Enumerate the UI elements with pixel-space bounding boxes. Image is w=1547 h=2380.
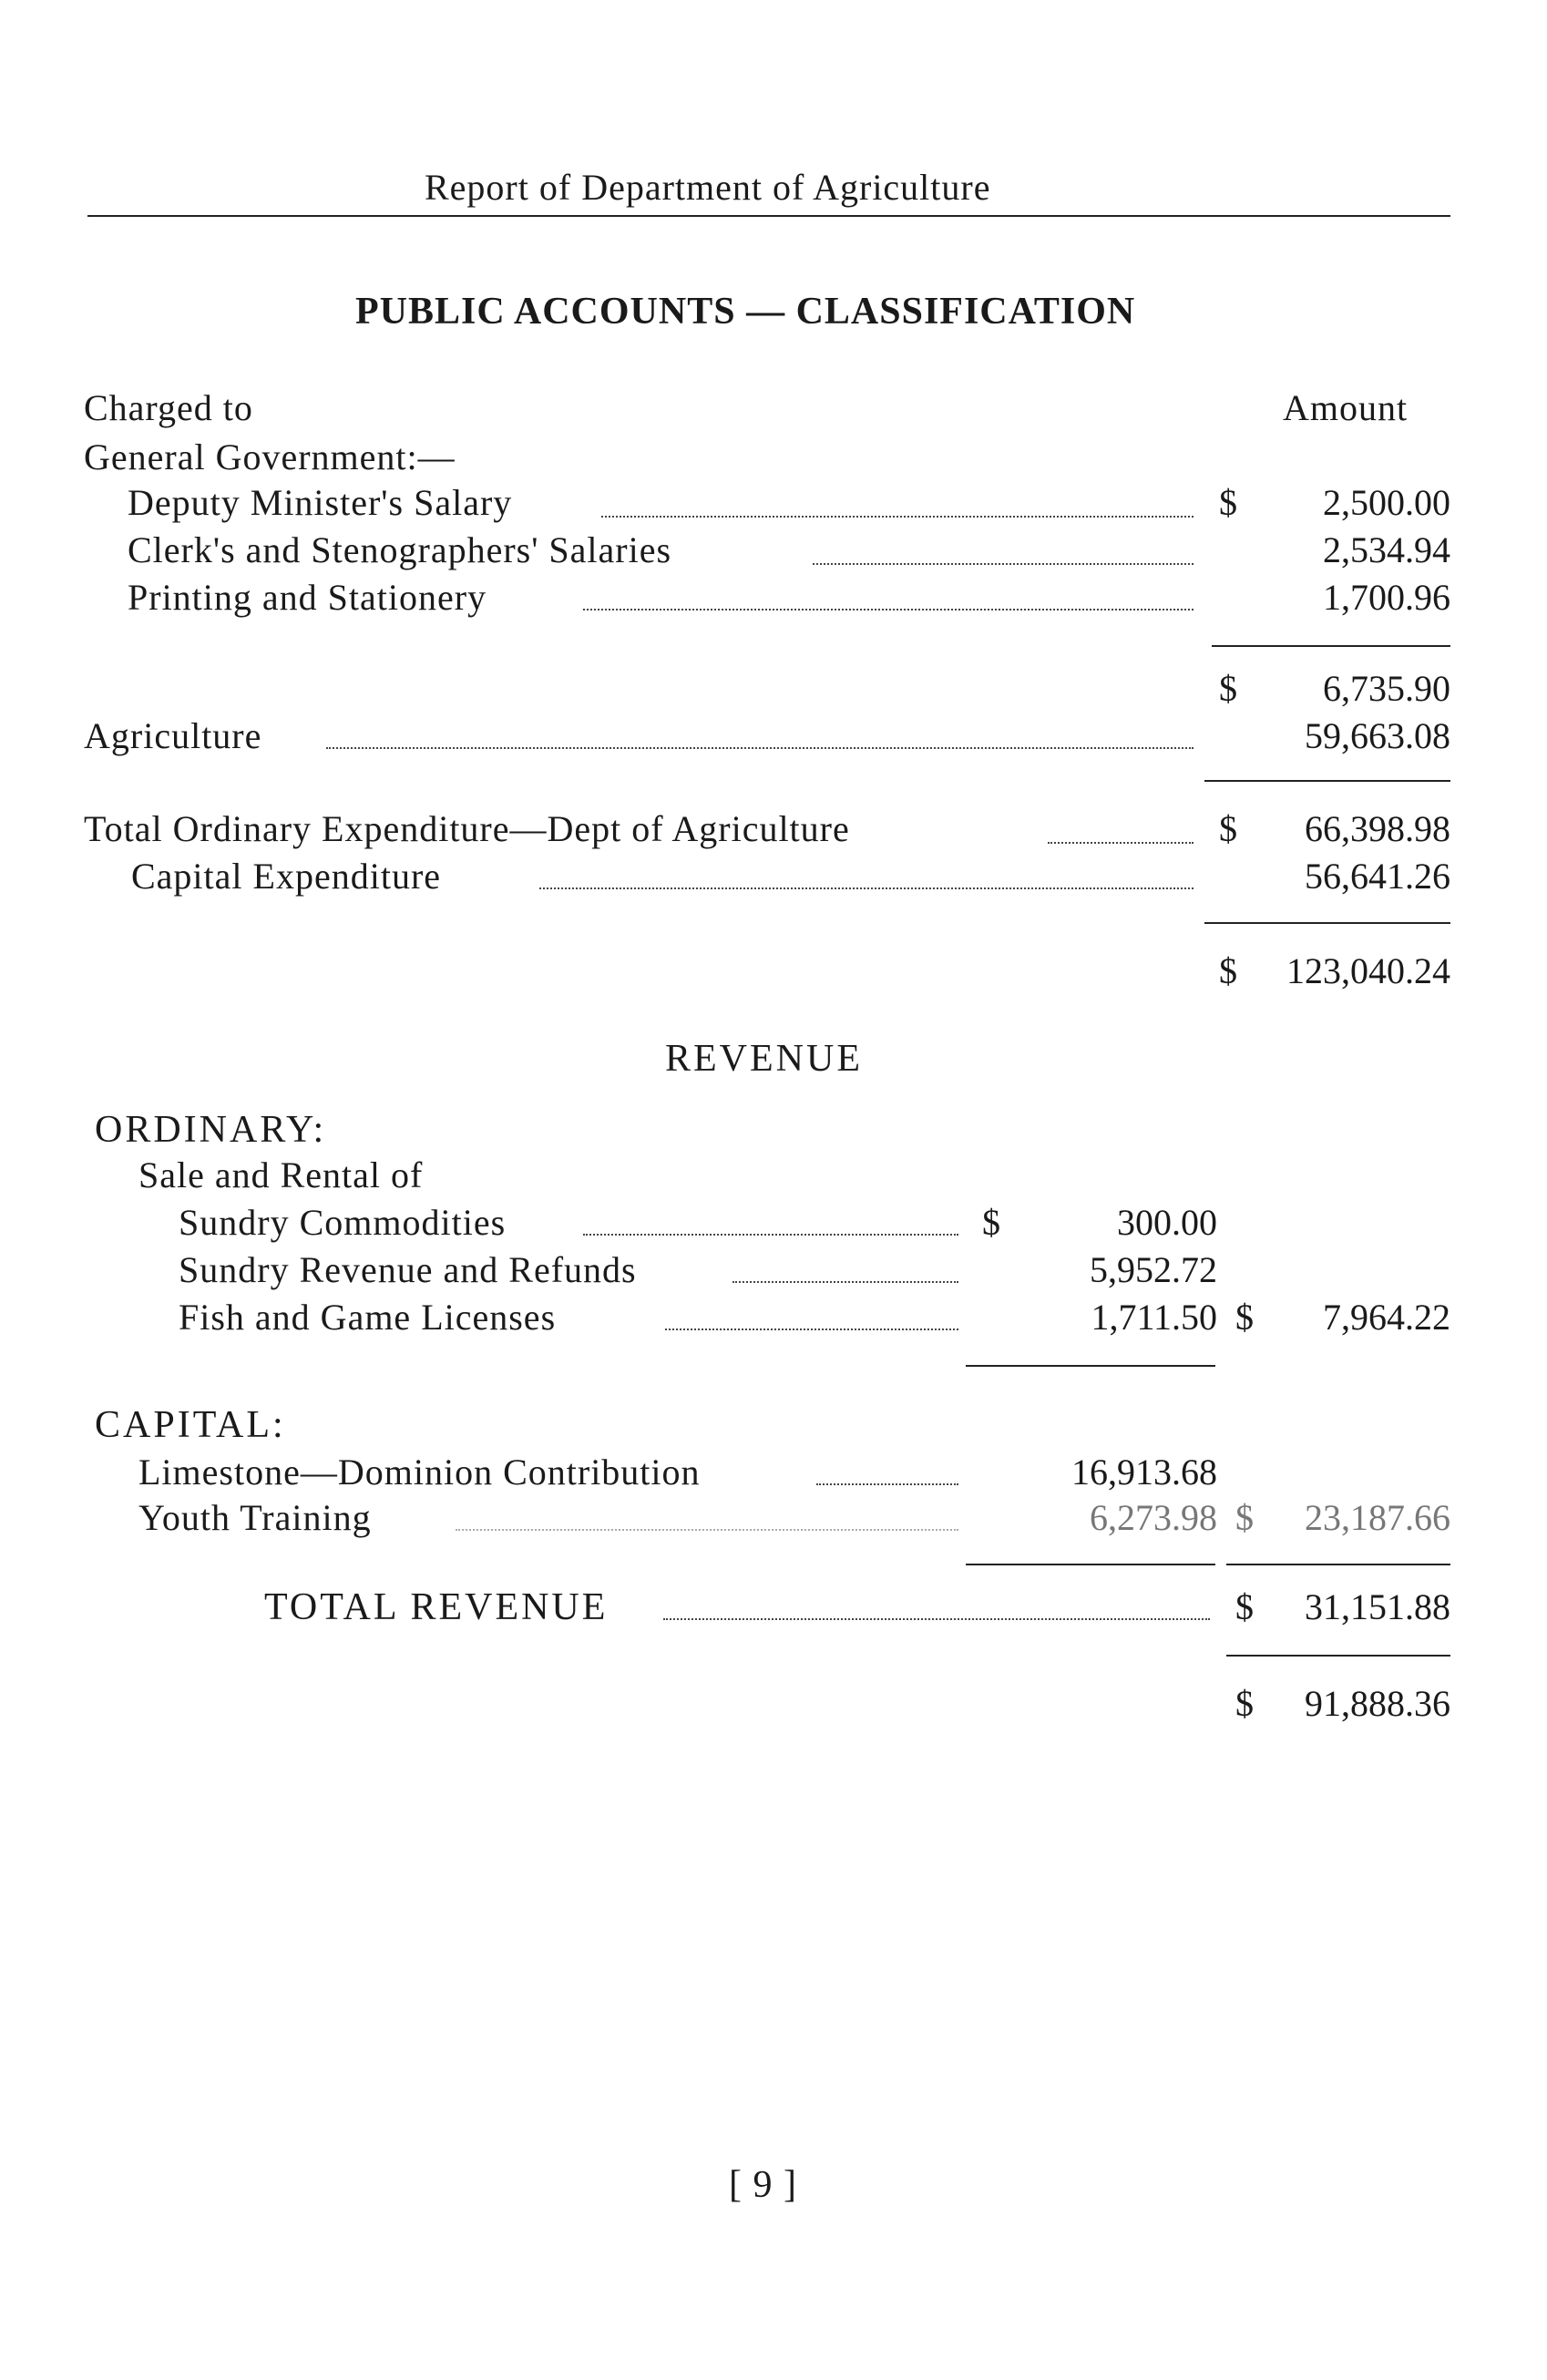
capital-expenditure-label: Capital Expenditure: [131, 856, 442, 897]
currency-sign: $: [982, 1202, 1000, 1243]
general-government-subtotal: 6,735.90: [1323, 668, 1450, 709]
leader-dots: [1048, 842, 1194, 844]
leader-dots: [816, 1483, 958, 1485]
capital-label: CAPITAL:: [95, 1404, 286, 1446]
capital-total-rule-right: [1226, 1564, 1450, 1565]
sundry-commodities-amount: 300.00: [1117, 1202, 1217, 1243]
header-rule: [87, 215, 1450, 217]
capital-revenue-total: 23,187.66: [1305, 1497, 1450, 1538]
currency-sign: $: [1235, 1683, 1254, 1724]
total-revenue-amount: 31,151.88: [1305, 1586, 1450, 1627]
leader-dots: [456, 1529, 958, 1531]
deputy-minister-salary-amount: 2,500.00: [1323, 482, 1450, 523]
fish-game-licenses-amount: 1,711.50: [1091, 1297, 1217, 1338]
clerk-salaries-amount: 2,534.94: [1323, 529, 1450, 570]
ordinary-label: ORDINARY:: [95, 1109, 327, 1151]
printing-stationery-amount: 1,700.96: [1323, 577, 1450, 618]
currency-sign: $: [1219, 808, 1237, 849]
fish-game-licenses-label: Fish and Game Licenses: [179, 1297, 557, 1338]
leader-dots: [601, 516, 1194, 518]
currency-sign: $: [1235, 1586, 1254, 1627]
currency-sign: $: [1219, 668, 1237, 709]
leader-dots: [326, 747, 1194, 749]
agriculture-label: Agriculture: [84, 715, 262, 756]
subtotal-rule: [1212, 645, 1450, 647]
running-header: Report of Department of Agriculture: [425, 167, 991, 208]
leader-dots: [583, 1234, 958, 1236]
sundry-revenue-label: Sundry Revenue and Refunds: [179, 1249, 637, 1290]
sale-rental-label: Sale and Rental of: [138, 1154, 424, 1195]
sundry-revenue-amount: 5,952.72: [1090, 1249, 1217, 1290]
page-title: PUBLIC ACCOUNTS — CLASSIFICATION: [355, 291, 1136, 333]
leader-dots: [539, 887, 1194, 889]
column-amount: Amount: [1283, 387, 1409, 428]
leader-dots: [583, 609, 1194, 610]
limestone-contribution-label: Limestone—Dominion Contribution: [138, 1452, 701, 1493]
net-amount: 91,888.36: [1305, 1683, 1450, 1724]
leader-dots: [665, 1328, 958, 1330]
currency-sign: $: [1219, 950, 1237, 991]
clerk-salaries-label: Clerk's and Stenographers' Salaries: [128, 529, 672, 570]
printing-stationery-label: Printing and Stationery: [128, 577, 487, 618]
net-rule: [1226, 1655, 1450, 1657]
grand-total-rule: [1204, 922, 1450, 924]
currency-sign: $: [1235, 1297, 1254, 1338]
total-rule: [1204, 780, 1450, 782]
capital-expenditure-amount: 56,641.26: [1305, 856, 1450, 897]
grand-total-amount: 123,040.24: [1286, 950, 1450, 991]
deputy-minister-salary-label: Deputy Minister's Salary: [128, 482, 513, 523]
currency-sign: $: [1235, 1497, 1254, 1538]
leader-dots: [813, 563, 1194, 565]
page-number: [ 9 ]: [729, 2164, 797, 2206]
total-ordinary-amount: 66,398.98: [1305, 808, 1450, 849]
youth-training-amount: 6,273.98: [1090, 1497, 1217, 1538]
general-government-label: General Government:—: [84, 436, 456, 477]
column-charged-to: Charged to: [84, 387, 253, 428]
ordinary-total-rule: [966, 1365, 1215, 1367]
leader-dots: [663, 1618, 1210, 1620]
total-revenue-label: TOTAL REVENUE: [264, 1586, 609, 1628]
revenue-heading: REVENUE: [665, 1038, 863, 1080]
youth-training-label: Youth Training: [138, 1497, 372, 1538]
sundry-commodities-label: Sundry Commodities: [179, 1202, 507, 1243]
agriculture-amount: 59,663.08: [1305, 715, 1450, 756]
currency-sign: $: [1219, 482, 1237, 523]
total-ordinary-label: Total Ordinary Expenditure—Dept of Agriculture: [84, 808, 850, 849]
limestone-contribution-amount: 16,913.68: [1071, 1452, 1217, 1493]
leader-dots: [733, 1281, 958, 1283]
ordinary-revenue-total: 7,964.22: [1323, 1297, 1450, 1338]
capital-total-rule: [966, 1564, 1215, 1565]
